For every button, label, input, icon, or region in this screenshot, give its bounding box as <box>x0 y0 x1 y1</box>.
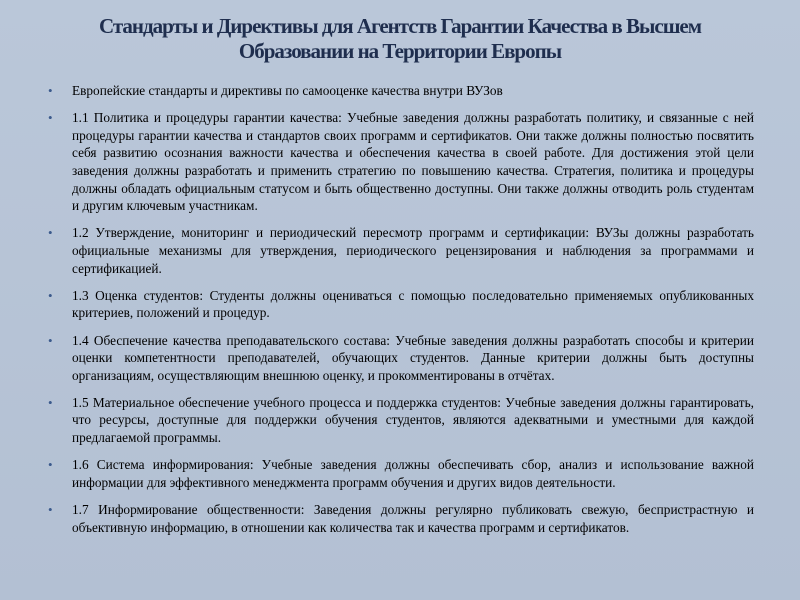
bullet-icon: • <box>48 394 53 410</box>
bullet-icon: • <box>48 225 53 241</box>
bullet-item <box>44 287 754 322</box>
bullet-item <box>44 224 754 277</box>
bullet-icon: • <box>48 457 53 473</box>
bullet-text: 1.6 Система информирования: Учебные заведения должны обеспечивать сбор, анализ и использование важной информации для эффективного менеджмента программ обучения и других видов деятельности. <box>72 457 754 490</box>
bullet-item <box>44 501 754 536</box>
bullet-icon: • <box>48 287 53 303</box>
slide-title-line-1: Стандарты и Директивы для Агентств Гарантии Качества в Высшем <box>98 14 702 38</box>
bullet-icon: • <box>48 332 53 348</box>
bullet-item <box>44 109 754 215</box>
bullet-icon: • <box>48 83 53 98</box>
slide-title <box>40 14 760 64</box>
bullet-text: 1.3 Оценка студентов: Студенты должны оцениваться с помощью последовательно применяемых опубликованных критериев, положений и процедур. <box>72 287 754 321</box>
bullet-text: Европейские стандарты и директивы по самооценке качества внутри ВУЗов <box>72 83 503 98</box>
bullet-list <box>44 82 754 546</box>
bullet-text: 1.7 Информирование общественности: Заведения должны регулярно публиковать свежую, беспристрастную и объективную информацию, в отношении как количества так и качества программ и сертификатов. <box>72 502 754 535</box>
bullet-icon: • <box>48 110 53 126</box>
bullet-icon: • <box>48 502 53 518</box>
slide-title-line-2: Образовании на Территории Европы <box>238 39 562 63</box>
bullet-text: 1.1 Политика и процедуры гарантии качества: Учебные заведения должны разработать политику, и связанные с ней процедуры гарантии качества и стандартов своих программ и сертификатов. Они также должны полностью посвятить себя развитию осознания важности качества и обеспечения качества в своей работе. Для достижения этой цели заведения должны разработать и применить стратегию по повышению качества. Стратегия, политика и процедуры должны обладать официальным статусом и быть общественно доступны. Они также должны отводить роль студентам и другим ключевым участникам. <box>72 110 754 214</box>
bullet-item <box>44 332 754 385</box>
bullet-item <box>44 82 754 100</box>
bullet-text: 1.5 Материальное обеспечение учебного процесса и поддержка студентов: Учебные заведения должны гарантировать, что ресурсы, доступные для поддержки обучения студентов, являются адекватными и уместными для каждой предлагаемой программы. <box>72 394 754 446</box>
bullet-item <box>44 456 754 491</box>
bullet-item <box>44 394 754 447</box>
bullet-text: 1.2 Утверждение, мониторинг и периодический пересмотр программ и сертификации: ВУЗы должны разработать официальные механизмы для утверждения, периодического рецензирования и наблюдения за программами и сертификацией. <box>72 225 754 276</box>
bullet-text: 1.4 Обеспечение качества преподавательского состава: Учебные заведения должны разработать способы и критерии оценки компетентности преподавателей, обучающих студентов. Данные критерии должны быть доступны организациям, осуществляющим внешнюю оценку, и прокомментированы в отчётах. <box>72 332 754 383</box>
